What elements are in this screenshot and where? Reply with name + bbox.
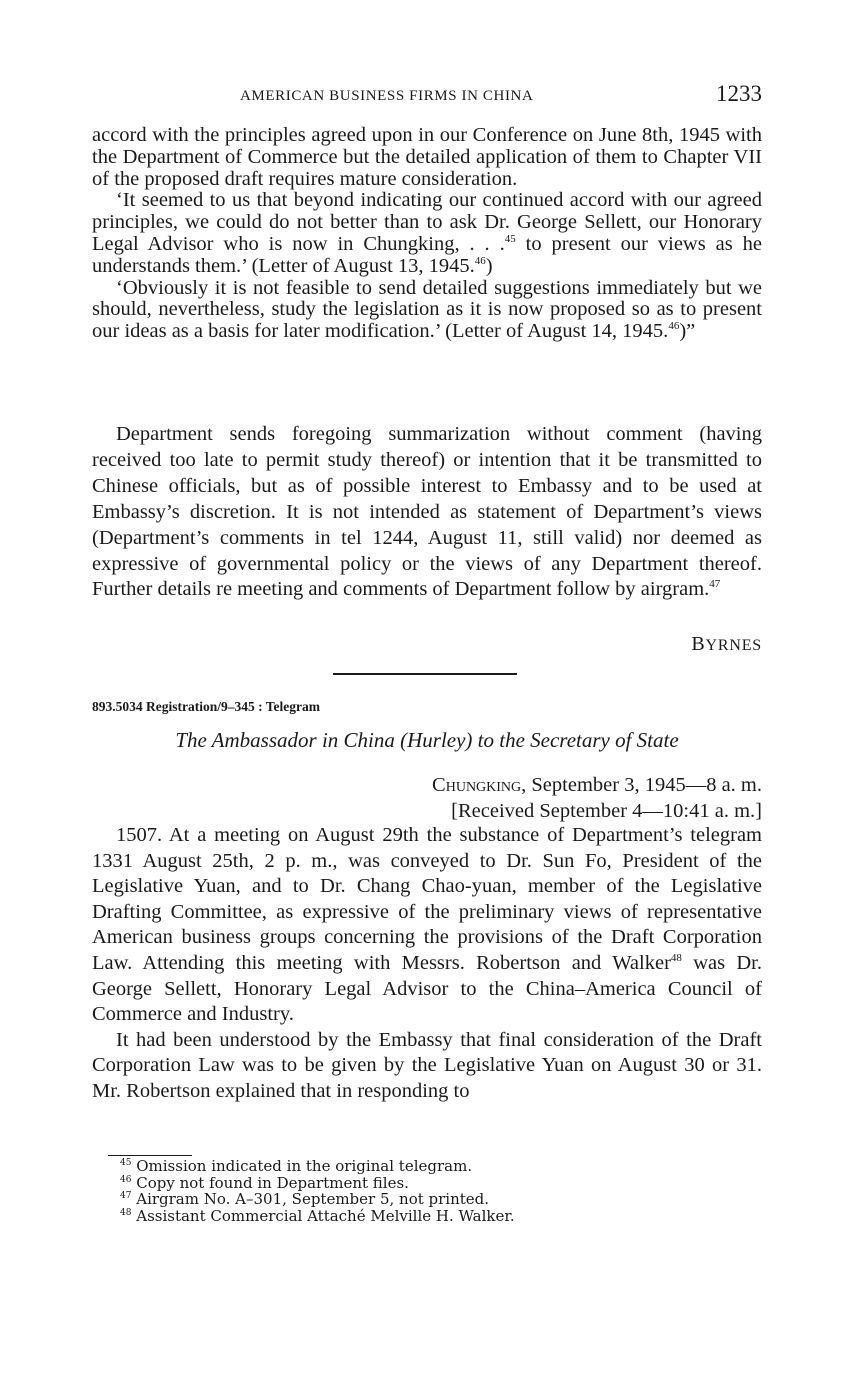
quote-paragraph — [92, 190, 762, 277]
footnote-ref: 45 — [504, 233, 516, 246]
footnote-number: 45 — [120, 1158, 132, 1168]
quote-text: to present our views as he understands them.’ (Letter of August 13, 1945. — [92, 232, 762, 277]
body-text: Department sends foregoing summarization without comment (having received too late to permit study thereof) or intention that it be transmitted to Chinese officials, but as of possible interest to Embassy and to be used at Embassy’s discretion. It is not intended as statement of Department’s views (Department’s comments in tel 1244, August 11, still valid) nor deemed as expressive of governmental policy or the views of any Department thereof. Further details re meeting and comments of Department follow by airgram. — [92, 423, 762, 601]
footnote-ref: 46 — [474, 254, 486, 267]
quote-text: ‘It seemed to us that beyond indicating our continued accord with our agreed principles, we could do not better than to ask Dr. George Sellett, our Honorary Legal Advisor who is now in Chungking, . . . — [92, 189, 762, 255]
file-reference: 893.5034 Registration/9–345 : Telegram — [92, 699, 320, 714]
quote-text: )” — [679, 320, 696, 343]
signature-rest: YRNES — [705, 637, 762, 654]
quote-paragraph — [92, 278, 762, 343]
quote-text: accord with the principles agreed upon in our Conference on June 8th, 1945 with the Department of Commerce but the detailed application of them to Chapter VII of the proposed draft requires mature consideration. — [92, 124, 762, 190]
footnote — [120, 1158, 760, 1175]
department-paragraph — [92, 422, 762, 603]
running-head — [92, 80, 762, 110]
footnote-rule — [108, 1155, 192, 1156]
document-heading: The Ambassador in China (Hurley) to the Secretary of State — [175, 728, 679, 752]
footnote-number: 46 — [120, 1174, 132, 1185]
footnote-text: Assistant Commercial Attaché Melville H. Walker. — [136, 1206, 515, 1225]
footnote-ref: 46 — [668, 320, 680, 333]
footnote — [120, 1191, 760, 1208]
footnote-text: Airgram No. A–301, September 5, not printed. — [136, 1190, 490, 1209]
telegram-body — [92, 823, 762, 1105]
section-divider — [333, 673, 517, 675]
footnote-number: 47 — [120, 1191, 132, 1202]
footnote-text: Omission indicated in the original telegram. — [136, 1157, 473, 1175]
telegram-text: It had been understood by the Embassy that final consideration of the Draft Corporation Law was to be given by the Legislative Yuan on August 30 or 31. Mr. Robertson explained that in responding to — [92, 1028, 762, 1102]
telegram-text: 1507. At a meeting on August 29th the substance of Department’s telegram 1331 August 25th, 2 p. m., was conveyed to Dr. Sun Fo, President of the Legislative Yuan, and to Dr. Chang Chao-yuan, member of the Legislative Drafting Committee, as expressive of the preliminary views of representative American business groups concerning the provisions of the Draft Corporation Law. Attending this meeting with Messrs. Robertson and Walker — [92, 824, 762, 974]
quote-text: ) — [485, 254, 493, 277]
footnote-ref: 47 — [709, 578, 721, 591]
signature — [691, 633, 762, 656]
footnotes — [120, 1158, 760, 1224]
page-number: 1233 — [716, 81, 762, 106]
telegram-paragraph — [92, 823, 762, 1028]
footnote-ref: 48 — [670, 952, 682, 965]
quoted-letters — [92, 125, 762, 343]
dateline — [432, 772, 762, 824]
footnote-number: 48 — [120, 1207, 132, 1218]
footnote-text: Copy not found in Department files. — [136, 1173, 409, 1192]
place-name: Chungking — [432, 774, 522, 796]
quote-paragraph — [92, 125, 762, 190]
telegram-text: was Dr. George Sellett, Honorary Legal Advisor to the China–America Council of Commerce and Industry. — [92, 951, 762, 1026]
running-title: AMERICAN BUSINESS FIRMS IN CHINA — [240, 88, 534, 104]
body-paragraph — [92, 422, 762, 603]
footnote — [120, 1175, 760, 1192]
signature-initial: B — [691, 633, 706, 655]
footnote — [120, 1208, 760, 1225]
quote-text: ‘Obviously it is not feasible to send detailed suggestions immediately but we should, nevertheless, study the legislation as it is now proposed so as to present our ideas as a basis for later modification.’ (Letter of August 14, 1945. — [92, 276, 762, 343]
received-line: [Received September 4—10:41 a. m.] — [451, 800, 762, 822]
sent-line — [432, 772, 762, 798]
telegram-paragraph — [92, 1028, 762, 1105]
sent-date: , September 3, 1945—8 a. m. — [521, 774, 762, 796]
